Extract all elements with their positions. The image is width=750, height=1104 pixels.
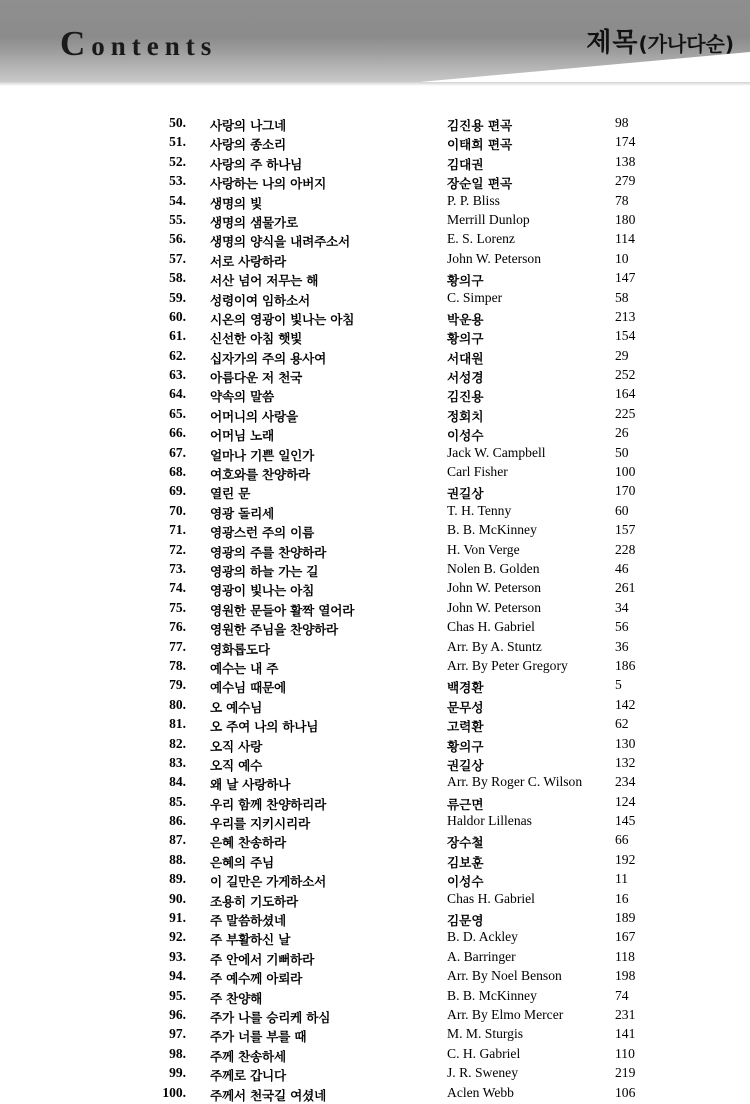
entry-page-number: 252: [615, 367, 636, 383]
entry-page-number: 145: [615, 813, 636, 829]
entry-page-number: 219: [615, 1065, 636, 1081]
entry-title[interactable]: 얼마나 기쁜 일인가: [210, 447, 315, 463]
table-row[interactable]: [0, 794, 750, 813]
table-row[interactable]: [0, 348, 750, 367]
entry-title[interactable]: 영광의 주를 찬양하라: [210, 544, 327, 560]
entry-title[interactable]: 생명의 양식을 내려주소서: [210, 234, 350, 250]
table-row[interactable]: [0, 910, 750, 929]
entry-page-number: 174: [615, 134, 636, 150]
table-row[interactable]: [0, 231, 750, 250]
entry-page-number: 118: [615, 948, 635, 964]
entry-number: 82.: [169, 735, 186, 751]
entry-number: 67.: [169, 444, 186, 460]
entry-author: J. R. Sweney: [447, 1065, 518, 1081]
entry-title[interactable]: 주가 나를 승리케 하심: [210, 1009, 331, 1025]
entry-author: 김진용: [447, 389, 484, 405]
table-row[interactable]: [0, 464, 750, 483]
entry-title[interactable]: 아름다운 저 천국: [210, 370, 303, 386]
entry-title[interactable]: 사랑의 주 하나님: [210, 156, 303, 172]
entry-number: 98.: [169, 1045, 186, 1061]
entry-author: 김진용 편곡: [447, 118, 513, 133]
entry-author: 김대권: [447, 156, 484, 172]
entry-number: 54.: [169, 192, 186, 208]
entry-title[interactable]: 예수님 때문에: [210, 680, 286, 696]
entry-page-number: 26: [615, 425, 629, 441]
entry-page-number: 142: [615, 696, 636, 712]
entry-author: 장순일 편곡: [447, 176, 513, 192]
entry-title[interactable]: 주께 찬송하세: [210, 1048, 286, 1064]
entry-number: 81.: [169, 716, 186, 732]
entry-author: 권길상: [447, 757, 484, 773]
entry-author: B. D. Ackley: [447, 929, 518, 945]
entry-page-number: 11: [615, 871, 629, 887]
entry-title[interactable]: 생명의 샘물가로: [210, 214, 298, 230]
entry-page-number: 16: [615, 890, 629, 906]
page-title-initial: C: [60, 24, 92, 63]
entry-number: 87.: [169, 832, 186, 848]
entry-page-number: 50: [615, 444, 629, 460]
entry-author: C. Simper: [447, 289, 503, 305]
table-row[interactable]: [0, 949, 750, 968]
entry-page-number: 170: [615, 483, 636, 499]
entry-title[interactable]: 우리를 지키시리라: [210, 816, 310, 832]
entry-page-number: 36: [615, 638, 629, 654]
entry-author: 황의구: [447, 738, 484, 754]
table-row[interactable]: [0, 968, 750, 987]
table-row[interactable]: [0, 1085, 750, 1104]
entry-page-number: 164: [615, 386, 636, 402]
entry-title[interactable]: 오 주여 나의 하나님: [210, 719, 319, 735]
entry-number: 77.: [169, 638, 186, 654]
page-title: [60, 26, 217, 61]
entry-title[interactable]: 왜 날 사랑하나: [210, 777, 291, 793]
table-row[interactable]: [0, 658, 750, 677]
entry-page-number: 198: [615, 968, 636, 984]
table-row[interactable]: [0, 755, 750, 774]
entry-author: P. P. Bliss: [447, 192, 500, 208]
entry-number: 83.: [169, 754, 186, 770]
entry-title[interactable]: 사랑의 종소리: [210, 137, 286, 153]
entry-title[interactable]: 여호와를 찬양하라: [210, 467, 310, 483]
table-row[interactable]: [0, 483, 750, 502]
table-of-contents: [0, 115, 750, 1104]
entry-title[interactable]: 주가 너를 부를 때: [210, 1029, 307, 1045]
table-row[interactable]: [0, 503, 750, 522]
entry-number: 71.: [169, 522, 186, 538]
entry-page-number: 225: [615, 405, 636, 421]
table-row[interactable]: [0, 542, 750, 561]
entry-title[interactable]: 신선한 아침 햇빛: [210, 331, 303, 347]
entry-author: Chas H. Gabriel: [447, 890, 535, 906]
entry-page-number: 34: [615, 599, 629, 615]
entry-number: 95.: [169, 987, 186, 1003]
table-row[interactable]: [0, 1007, 750, 1026]
entry-page-number: 124: [615, 793, 636, 809]
entry-number: 74.: [169, 580, 186, 596]
table-row[interactable]: [0, 891, 750, 910]
table-row[interactable]: [0, 1046, 750, 1065]
entry-page-number: 213: [615, 308, 636, 324]
entry-number: 70.: [169, 502, 186, 518]
entry-page-number: 157: [615, 522, 636, 538]
entry-number: 59.: [169, 289, 186, 305]
entry-title[interactable]: 오 예수님: [210, 699, 263, 715]
table-row[interactable]: [0, 193, 750, 212]
entry-title[interactable]: 어머니의 사랑을: [210, 408, 298, 424]
entry-page-number: 132: [615, 754, 636, 770]
entry-author: John W. Peterson: [447, 599, 542, 615]
entry-author: 장수철: [447, 835, 484, 851]
entry-author: 정회치: [447, 408, 484, 424]
table-row[interactable]: [0, 677, 750, 696]
entry-number: 91.: [169, 910, 186, 926]
table-row[interactable]: [0, 988, 750, 1007]
entry-page-number: 98: [615, 115, 629, 130]
entry-title[interactable]: 우리 함께 찬양하리라: [210, 796, 327, 812]
table-row[interactable]: [0, 929, 750, 948]
entry-title[interactable]: 영원한 주님을 찬양하라: [210, 622, 339, 638]
entry-title[interactable]: 어머님 노래: [210, 428, 275, 444]
entry-author: B. B. McKinney: [447, 522, 537, 538]
entry-title[interactable]: 사랑하는 나의 아버지: [210, 176, 327, 192]
entry-number: 61.: [169, 328, 186, 344]
entry-title[interactable]: 주 찬양해: [210, 990, 263, 1006]
entry-author: Arr. By A. Stuntz: [447, 638, 542, 654]
entry-page-number: 189: [615, 910, 636, 926]
entry-number: 53.: [169, 173, 186, 189]
table-row[interactable]: [0, 367, 750, 386]
entry-author: 황의구: [447, 273, 484, 289]
entry-title[interactable]: 열린 문: [210, 486, 251, 502]
entry-number: 84.: [169, 774, 186, 790]
entry-number: 60.: [169, 308, 186, 324]
entry-number: 94.: [169, 968, 186, 984]
table-row[interactable]: [0, 290, 750, 309]
entry-author: 김보훈: [447, 854, 484, 870]
entry-title[interactable]: 오직 예수: [210, 757, 263, 773]
entry-author: Merrill Dunlop: [447, 211, 530, 227]
entry-author: Chas H. Gabriel: [447, 619, 535, 635]
table-row[interactable]: [0, 871, 750, 890]
entry-page-number: 180: [615, 211, 636, 227]
entry-author: Arr. By Noel Benson: [447, 968, 562, 984]
entry-number: 66.: [169, 425, 186, 441]
table-row[interactable]: [0, 813, 750, 832]
table-row[interactable]: [0, 1026, 750, 1045]
entry-title[interactable]: 주 안에서 기뻐하라: [210, 951, 315, 967]
entry-title[interactable]: 사랑의 나그네: [210, 118, 286, 133]
table-row[interactable]: [0, 251, 750, 270]
entry-page-number: 141: [615, 1026, 636, 1042]
entry-page-number: 29: [615, 347, 629, 363]
entry-page-number: 228: [615, 541, 636, 557]
entry-author: 서성경: [447, 370, 484, 386]
entry-author: John W. Peterson: [447, 580, 542, 596]
entry-author: Arr. By Elmo Mercer: [447, 1006, 564, 1022]
entry-number: 51.: [169, 134, 186, 150]
entry-author: Carl Fisher: [447, 464, 508, 480]
table-row[interactable]: [0, 580, 750, 599]
table-row[interactable]: [0, 619, 750, 638]
entry-author: E. S. Lorenz: [447, 231, 515, 247]
entry-author: Arr. By Peter Gregory: [447, 657, 568, 673]
entry-number: 62.: [169, 347, 186, 363]
entry-title[interactable]: 이 길만은 가게하소서: [210, 874, 327, 890]
entry-title[interactable]: 영광의 하늘 가는 길: [210, 563, 319, 579]
entry-author: 문무성: [447, 699, 484, 715]
entry-number: 85.: [169, 793, 186, 809]
entry-author: A. Barringer: [447, 948, 516, 964]
entry-page-number: 234: [615, 774, 636, 790]
entry-number: 55.: [169, 211, 186, 227]
entry-page-number: 147: [615, 270, 636, 286]
entry-title[interactable]: 은혜 찬송하라: [210, 835, 286, 851]
entry-number: 86.: [169, 813, 186, 829]
entry-title[interactable]: 서산 넘어 저무는 해: [210, 273, 319, 289]
table-row[interactable]: [0, 600, 750, 619]
entry-page-number: 66: [615, 832, 629, 848]
header-subtitle-main: 제목: [586, 28, 639, 58]
entry-author: Aclen Webb: [447, 1084, 514, 1100]
entry-author: Arr. By Roger C. Wilson: [447, 774, 583, 790]
table-row[interactable]: [0, 1065, 750, 1084]
entry-title[interactable]: 주 예수께 아뢰라: [210, 971, 303, 987]
entry-author: 황의구: [447, 331, 484, 347]
entry-author: 류근면: [447, 796, 484, 812]
entry-number: 65.: [169, 405, 186, 421]
entry-number: 64.: [169, 386, 186, 402]
entry-title[interactable]: 약속의 말씀: [210, 389, 275, 405]
entry-title[interactable]: 주께로 갑니다: [210, 1068, 286, 1084]
entry-page-number: 5: [615, 677, 622, 693]
entry-number: 58.: [169, 270, 186, 286]
table-row[interactable]: [0, 406, 750, 425]
table-row[interactable]: [0, 386, 750, 405]
entry-page-number: 192: [615, 851, 636, 867]
entry-author: 서대원: [447, 350, 484, 366]
entry-title[interactable]: 주 말씀하셨네: [210, 913, 286, 929]
entry-number: 80.: [169, 696, 186, 712]
entry-page-number: 130: [615, 735, 636, 751]
entry-title[interactable]: 조용히 기도하라: [210, 893, 298, 909]
entry-page-number: 114: [615, 231, 635, 247]
entry-author: 박운용: [447, 311, 484, 327]
table-row[interactable]: [0, 774, 750, 793]
entry-author: John W. Peterson: [447, 250, 542, 266]
entry-author: B. B. McKinney: [447, 987, 537, 1003]
entry-number: 52.: [169, 153, 186, 169]
table-row[interactable]: [0, 270, 750, 289]
table-row[interactable]: [0, 425, 750, 444]
entry-title[interactable]: 주 부활하신 날: [210, 932, 291, 948]
entry-author: 이태희 편곡: [447, 137, 513, 153]
table-row[interactable]: [0, 522, 750, 541]
entry-number: 97.: [169, 1026, 186, 1042]
entry-page-number: 58: [615, 289, 629, 305]
header-subtitle-sort: (가나다순): [638, 32, 734, 56]
table-row[interactable]: [0, 561, 750, 580]
entry-title[interactable]: 서로 사랑하라: [210, 253, 286, 269]
table-row[interactable]: [0, 639, 750, 658]
table-row[interactable]: [0, 697, 750, 716]
entry-author: 백경환: [447, 680, 484, 696]
entry-page-number: 167: [615, 929, 636, 945]
entry-number: 69.: [169, 483, 186, 499]
entry-title[interactable]: 영원한 문들아 활짝 열어라: [210, 602, 355, 618]
table-row[interactable]: [0, 115, 750, 134]
entry-number: 72.: [169, 541, 186, 557]
entry-number: 79.: [169, 677, 186, 693]
entry-title[interactable]: 성령이여 임하소서: [210, 292, 310, 308]
entry-title[interactable]: 영화롭도다: [210, 641, 270, 657]
entry-title[interactable]: 시온의 영광이 빛나는 아침: [210, 311, 355, 327]
entry-page-number: 62: [615, 716, 629, 732]
table-row[interactable]: [0, 716, 750, 735]
entry-title[interactable]: 은혜의 주님: [210, 854, 275, 870]
entry-author: C. H. Gabriel: [447, 1045, 521, 1061]
entry-number: 76.: [169, 619, 186, 635]
entry-number: 96.: [169, 1006, 186, 1022]
entry-page-number: 56: [615, 619, 629, 635]
entry-page-number: 154: [615, 328, 636, 344]
entry-number: 93.: [169, 948, 186, 964]
entry-page-number: 46: [615, 560, 629, 576]
table-row[interactable]: [0, 154, 750, 173]
table-row[interactable]: [0, 212, 750, 231]
entry-author: 고력환: [447, 719, 484, 735]
entry-author: 권길상: [447, 486, 484, 502]
entry-title[interactable]: 영광스런 주의 이름: [210, 525, 315, 541]
table-row[interactable]: [0, 328, 750, 347]
entry-number: 88.: [169, 851, 186, 867]
entry-page-number: 10: [615, 250, 629, 266]
entry-number: 90.: [169, 890, 186, 906]
entry-title[interactable]: 영광 돌리세: [210, 505, 275, 521]
table-row[interactable]: [0, 736, 750, 755]
entry-title[interactable]: 오직 사랑: [210, 738, 263, 754]
entry-page-number: 186: [615, 657, 636, 673]
entry-page-number: 231: [615, 1006, 636, 1022]
entry-number: 78.: [169, 657, 186, 673]
header-shadow: [0, 82, 750, 86]
entry-title[interactable]: 주께서 천국길 여셨네: [210, 1087, 327, 1103]
entry-page-number: 261: [615, 580, 636, 596]
entry-title[interactable]: 생명의 빛: [210, 195, 263, 211]
entry-number: 73.: [169, 560, 186, 576]
entry-author: Jack W. Campbell: [447, 444, 546, 460]
entry-page-number: 78: [615, 192, 629, 208]
entry-number: 56.: [169, 231, 186, 247]
entry-number: 100.: [162, 1084, 186, 1100]
entry-author: 이성수: [447, 874, 484, 890]
entry-title[interactable]: 예수는 내 주: [210, 660, 279, 676]
entry-author: 김문영: [447, 913, 484, 929]
entry-author: T. H. Tenny: [447, 502, 512, 518]
entry-title[interactable]: 영광이 빛나는 아침: [210, 583, 315, 599]
entry-number: 92.: [169, 929, 186, 945]
entry-author: Haldor Lillenas: [447, 813, 532, 829]
table-row[interactable]: [0, 832, 750, 851]
entry-author: M. M. Sturgis: [447, 1026, 524, 1042]
entry-page-number: 106: [615, 1084, 636, 1100]
entry-page-number: 138: [615, 153, 636, 169]
table-row[interactable]: [0, 134, 750, 153]
entry-number: 57.: [169, 250, 186, 266]
entry-author: H. Von Verge: [447, 541, 520, 557]
entry-number: 50.: [169, 115, 186, 130]
page-header: [0, 0, 750, 82]
header-subtitle-group: [586, 22, 734, 59]
entry-page-number: 74: [615, 987, 629, 1003]
table-row[interactable]: [0, 852, 750, 871]
entry-number: 63.: [169, 367, 186, 383]
table-row[interactable]: [0, 309, 750, 328]
entry-number: 68.: [169, 464, 186, 480]
table-row[interactable]: [0, 173, 750, 192]
entry-number: 99.: [169, 1065, 186, 1081]
entry-title[interactable]: 십자가의 주의 용사여: [210, 350, 327, 366]
entry-number: 89.: [169, 871, 186, 887]
table-row[interactable]: [0, 445, 750, 464]
entry-page-number: 110: [615, 1045, 635, 1061]
entry-page-number: 100: [615, 464, 636, 480]
entry-number: 75.: [169, 599, 186, 615]
page-title-rest: ontents: [91, 31, 218, 61]
entry-page-number: 279: [615, 173, 636, 189]
entry-page-number: 60: [615, 502, 629, 518]
entry-author: 이성수: [447, 428, 484, 444]
entry-author: Nolen B. Golden: [447, 560, 540, 576]
